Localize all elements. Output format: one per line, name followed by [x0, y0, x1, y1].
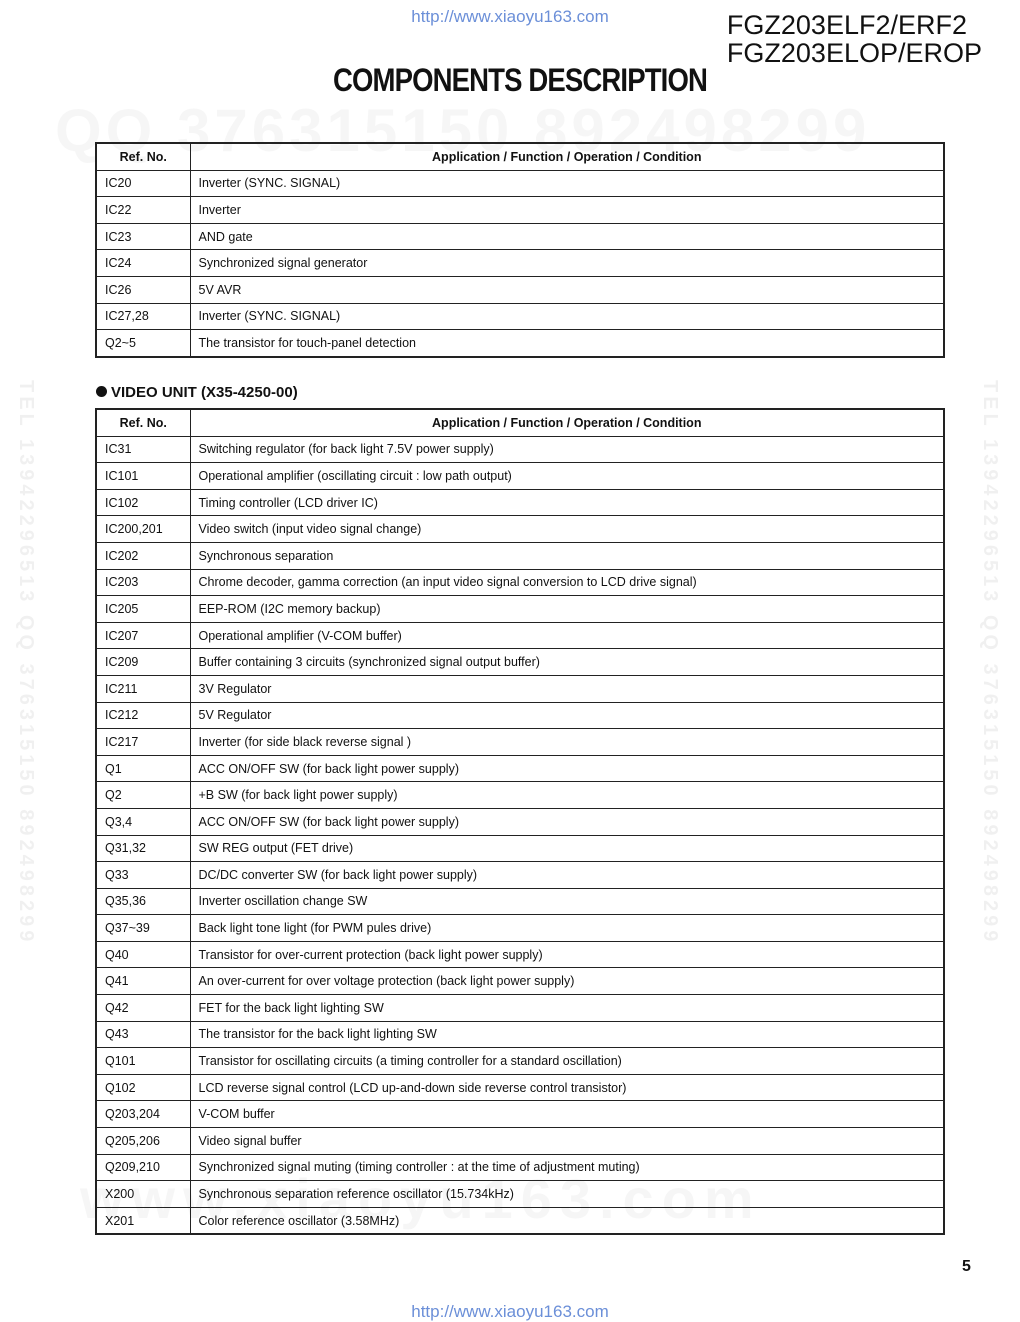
description-cell: Operational amplifier (oscillating circuit : low path output) [190, 463, 944, 490]
ref-no-cell: Q41 [96, 968, 190, 995]
table-row [96, 436, 944, 463]
table-row [96, 170, 944, 197]
table-row [96, 755, 944, 782]
table-row [96, 330, 944, 357]
description-cell: Inverter (SYNC. SIGNAL) [190, 170, 944, 197]
table-row [96, 675, 944, 702]
table-row [96, 835, 944, 862]
ref-no-cell: IC23 [96, 223, 190, 250]
description-cell: Operational amplifier (V-COM buffer) [190, 622, 944, 649]
ref-no-cell: Q209,210 [96, 1154, 190, 1181]
description-cell: An over-current for over voltage protection (back light power supply) [190, 968, 944, 995]
ref-no-cell: Q205,206 [96, 1128, 190, 1155]
table-row [96, 1048, 944, 1075]
description-cell: 5V AVR [190, 276, 944, 303]
table-row [96, 808, 944, 835]
table-row [96, 888, 944, 915]
table-row [96, 516, 944, 543]
description-cell: Back light tone light (for PWM pules drive) [190, 915, 944, 942]
ref-no-cell: IC212 [96, 702, 190, 729]
ref-no-cell: IC102 [96, 489, 190, 516]
description-cell: Video switch (input video signal change) [190, 516, 944, 543]
ref-no-cell: Q40 [96, 941, 190, 968]
table-row [96, 1101, 944, 1128]
description-cell: ACC ON/OFF SW (for back light power supply) [190, 755, 944, 782]
section-title: VIDEO UNIT (X35-4250-00) [111, 384, 298, 401]
table-2-body [96, 436, 944, 1234]
ref-no-cell: IC209 [96, 649, 190, 676]
model-line-1: FGZ203ELF2/ERF2 [726, 10, 967, 40]
table-row [96, 1154, 944, 1181]
description-cell: 5V Regulator [190, 702, 944, 729]
ref-no-cell: Q37~39 [96, 915, 190, 942]
description-cell: Transistor for over-current protection (back light power supply) [190, 941, 944, 968]
description-cell: EEP-ROM (I2C memory backup) [190, 596, 944, 623]
table-row [96, 702, 944, 729]
table-row [96, 223, 944, 250]
ref-no-cell: Q43 [96, 1021, 190, 1048]
section-heading-video-unit [96, 384, 298, 401]
ref-no-cell: X201 [96, 1207, 190, 1234]
ref-no-cell: IC217 [96, 729, 190, 756]
table-row [96, 250, 944, 277]
table-row [96, 729, 944, 756]
description-cell: Video signal buffer [190, 1128, 944, 1155]
table-row [96, 569, 944, 596]
description-cell: Synchronous separation [190, 542, 944, 569]
table-row [96, 968, 944, 995]
column-header-ref: Ref. No. [96, 409, 190, 436]
description-cell: Buffer containing 3 circuits (synchronized signal output buffer) [190, 649, 944, 676]
column-header-application: Application / Function / Operation / Condition [190, 143, 944, 170]
ref-no-cell: IC31 [96, 436, 190, 463]
table-row [96, 862, 944, 889]
ref-no-cell: IC27,28 [96, 303, 190, 330]
table-row [96, 1021, 944, 1048]
table-row [96, 596, 944, 623]
watermark-side-right: TEL 13942296513 QQ 376315150 892498299 [979, 380, 1001, 946]
ref-no-cell: IC22 [96, 197, 190, 224]
ref-no-cell: IC205 [96, 596, 190, 623]
model-numbers [727, 11, 982, 67]
ref-no-cell: IC207 [96, 622, 190, 649]
description-cell: The transistor for touch-panel detection [190, 330, 944, 357]
description-cell: LCD reverse signal control (LCD up-and-down side reverse control transistor) [190, 1074, 944, 1101]
description-cell: V-COM buffer [190, 1101, 944, 1128]
table-row [96, 1074, 944, 1101]
ref-no-cell: IC211 [96, 675, 190, 702]
table-row [96, 649, 944, 676]
description-cell: Inverter (SYNC. SIGNAL) [190, 303, 944, 330]
model-line-2: FGZ203ELOP/EROP [726, 38, 982, 68]
table-row [96, 1128, 944, 1155]
description-cell: +B SW (for back light power supply) [190, 782, 944, 809]
table-row [96, 1207, 944, 1234]
description-cell: DC/DC converter SW (for back light power supply) [190, 862, 944, 889]
column-header-ref: Ref. No. [96, 143, 190, 170]
description-cell: SW REG output (FET drive) [190, 835, 944, 862]
ref-no-cell: Q203,204 [96, 1101, 190, 1128]
ref-no-cell: Q31,32 [96, 835, 190, 862]
ref-no-cell: IC203 [96, 569, 190, 596]
ref-no-cell: IC26 [96, 276, 190, 303]
table-row [96, 1181, 944, 1208]
table-row [96, 995, 944, 1022]
description-cell: Inverter (for side black reverse signal ) [190, 729, 944, 756]
ref-no-cell: IC20 [96, 170, 190, 197]
description-cell: The transistor for the back light lighting SW [190, 1021, 944, 1048]
ref-no-cell: IC24 [96, 250, 190, 277]
ref-no-cell: Q101 [96, 1048, 190, 1075]
description-cell: Chrome decoder, gamma correction (an input video signal conversion to LCD drive signal) [190, 569, 944, 596]
ref-no-cell: IC202 [96, 542, 190, 569]
description-cell: Inverter [190, 197, 944, 224]
table-row [96, 622, 944, 649]
ref-no-cell: Q33 [96, 862, 190, 889]
components-table-2 [95, 408, 945, 1235]
description-cell: Synchronized signal generator [190, 250, 944, 277]
ref-no-cell: IC200,201 [96, 516, 190, 543]
table-1-body [96, 170, 944, 357]
components-table-1 [95, 142, 945, 358]
footer-url[interactable]: http://www.xiaoyu163.com [411, 1302, 609, 1321]
description-cell: Switching regulator (for back light 7.5V power supply) [190, 436, 944, 463]
table-header-row [96, 143, 944, 170]
page-title: COMPONENTS DESCRIPTION [332, 62, 708, 98]
description-cell: Timing controller (LCD driver IC) [190, 489, 944, 516]
table-row [96, 489, 944, 516]
description-cell: Color reference oscillator (3.58MHz) [190, 1207, 944, 1234]
description-cell: Inverter oscillation change SW [190, 888, 944, 915]
table-row [96, 542, 944, 569]
bullet-icon [96, 386, 107, 397]
description-cell: ACC ON/OFF SW (for back light power supply) [190, 808, 944, 835]
description-cell: Synchronized signal muting (timing controller : at the time of adjustment muting) [190, 1154, 944, 1181]
column-header-application: Application / Function / Operation / Condition [190, 409, 944, 436]
description-cell: 3V Regulator [190, 675, 944, 702]
description-cell: FET for the back light lighting SW [190, 995, 944, 1022]
ref-no-cell: Q1 [96, 755, 190, 782]
page-number: 5 [962, 1258, 971, 1275]
watermark-side-left: TEL 13942296513 QQ 376315150 892498299 [15, 380, 37, 946]
ref-no-cell: Q35,36 [96, 888, 190, 915]
table-row [96, 197, 944, 224]
ref-no-cell: Q102 [96, 1074, 190, 1101]
table-row [96, 303, 944, 330]
ref-no-cell: Q42 [96, 995, 190, 1022]
table-header-row [96, 409, 944, 436]
description-cell: Transistor for oscillating circuits (a timing controller for a standard oscillation) [190, 1048, 944, 1075]
ref-no-cell: IC101 [96, 463, 190, 490]
ref-no-cell: Q3,4 [96, 808, 190, 835]
table-row [96, 915, 944, 942]
ref-no-cell: Q2~5 [96, 330, 190, 357]
header-url[interactable]: http://www.xiaoyu163.com [411, 7, 609, 26]
ref-no-cell: Q2 [96, 782, 190, 809]
table-row [96, 782, 944, 809]
ref-no-cell: X200 [96, 1181, 190, 1208]
table-row [96, 941, 944, 968]
table-row [96, 276, 944, 303]
description-cell: Synchronous separation reference oscillator (15.734kHz) [190, 1181, 944, 1208]
table-row [96, 463, 944, 490]
description-cell: AND gate [190, 223, 944, 250]
